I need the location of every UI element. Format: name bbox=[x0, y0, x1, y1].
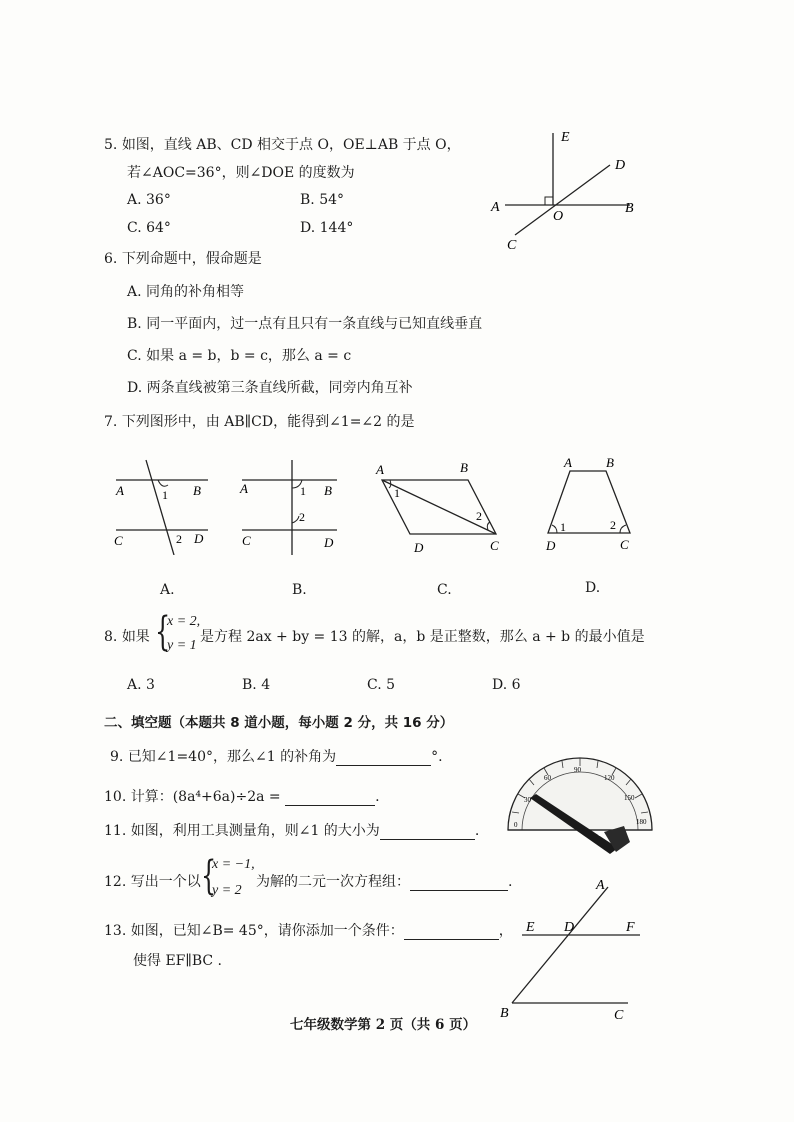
q7c-label-2: 2 bbox=[476, 509, 482, 523]
q7c-label-a: A bbox=[376, 462, 384, 477]
q7d-label-2: 2 bbox=[610, 518, 616, 532]
q7-figure-d bbox=[540, 455, 640, 555]
q10-answer-blank[interactable] bbox=[285, 791, 375, 806]
protractor-mark-150: 150 bbox=[624, 794, 635, 802]
q5-label-e: E bbox=[561, 130, 570, 145]
q11: 11. 如图，利用工具测量角，则∠1 的大小为 . bbox=[104, 823, 480, 839]
q10: 10. 计算：(8a⁴+6a)÷2a = . bbox=[104, 789, 380, 805]
q7-option-c: C. bbox=[437, 582, 452, 598]
q7c-label-b: B bbox=[460, 460, 468, 475]
q8-option-b: B. 4 bbox=[242, 677, 271, 693]
q7b-label-b: B bbox=[324, 483, 332, 498]
q7b-label-a: A bbox=[240, 481, 248, 496]
q7-figure-c bbox=[370, 458, 510, 558]
q11-answer-blank[interactable] bbox=[380, 825, 475, 840]
q7d-label-a: A bbox=[564, 455, 572, 470]
protractor-angle-label: 1 bbox=[598, 830, 602, 838]
q7a-label-1: 1 bbox=[162, 488, 168, 502]
q9: 9. 已知∠1=40°，那么∠1 的补角为 °. bbox=[110, 749, 443, 765]
q5-option-d: D. 144° bbox=[300, 220, 354, 236]
q8-option-c: C. 5 bbox=[367, 677, 396, 693]
q8-sys2: y = 1 bbox=[167, 638, 197, 653]
q5-label-c: C bbox=[507, 238, 517, 253]
q7-stem: 7. 下列图形中，由 AB∥CD，能得到∠1=∠2 的是 bbox=[104, 414, 415, 430]
q11-protractor-figure bbox=[500, 740, 660, 860]
q8-option-a: A. 3 bbox=[127, 677, 155, 693]
q7c-label-c: C bbox=[490, 538, 499, 553]
q5-label-a: A bbox=[491, 200, 500, 215]
protractor-mark-30: 30 bbox=[524, 796, 531, 804]
q5-label-b: B bbox=[625, 201, 634, 216]
q12-prefix: 12. 写出一个以 bbox=[104, 874, 201, 890]
q7a-label-c: C bbox=[114, 533, 123, 548]
q5-option-b: B. 54° bbox=[300, 192, 345, 208]
q12-brace: { bbox=[201, 853, 217, 899]
q7a-label-d: D bbox=[194, 531, 204, 546]
q13-line2: 使得 EF∥BC . bbox=[133, 953, 223, 969]
q13-label-b: B bbox=[500, 1006, 509, 1021]
q6-option-c: C. 如果 a = b，b = c，那么 a = c bbox=[127, 348, 352, 364]
q7b-label-c: C bbox=[242, 533, 251, 548]
q7a-label-a: A bbox=[116, 483, 124, 498]
q9-answer-blank[interactable] bbox=[336, 751, 431, 766]
q7b-label-d: D bbox=[324, 535, 334, 550]
q7-figure-b bbox=[232, 455, 347, 555]
protractor-mark-120: 120 bbox=[604, 774, 615, 782]
q6-option-a: A. 同角的补角相等 bbox=[127, 284, 245, 300]
q5-option-c: C. 64° bbox=[127, 220, 171, 236]
q8-stem: 是方程 2ax + by = 13 的解，a，b 是正整数，那么 a + b 的最小值是 bbox=[200, 629, 645, 645]
q13-label-f: F bbox=[626, 920, 635, 935]
q13-label-a: A bbox=[596, 878, 605, 893]
q5-line1: 5. 如图，直线 AB、CD 相交于点 O，OE⊥AB 于点 O， bbox=[104, 137, 461, 153]
protractor-mark-180: 180 bbox=[636, 818, 647, 826]
q12-sys2: y = 2 bbox=[212, 883, 242, 898]
q8-prefix: 8. 如果 bbox=[104, 629, 150, 645]
q13-label-d: D bbox=[564, 920, 575, 935]
q7c-label-1: 1 bbox=[394, 486, 400, 500]
q8-option-d: D. 6 bbox=[492, 677, 521, 693]
q7d-label-d: D bbox=[546, 538, 556, 553]
q7b-label-1: 1 bbox=[300, 484, 306, 498]
q7d-label-b: B bbox=[606, 455, 614, 470]
q5-line2: 若∠AOC=36°，则∠DOE 的度数为 bbox=[127, 165, 355, 181]
q5-label-d: D bbox=[615, 158, 626, 173]
q6-stem: 6. 下列命题中，假命题是 bbox=[104, 251, 262, 267]
q12-text: 为解的二元一次方程组： . bbox=[256, 874, 513, 890]
q13-label-e: E bbox=[526, 920, 535, 935]
q13-label-c: C bbox=[614, 1008, 624, 1023]
q13-figure bbox=[490, 875, 650, 1025]
q8-sys1: x = 2, bbox=[167, 614, 201, 629]
section2-title: 二、填空题（本题共 8 道小题，每小题 2 分，共 16 分） bbox=[104, 715, 454, 731]
q13-line1: 13. 如图，已知∠B= 45°，请你添加一个条件： ， bbox=[104, 923, 513, 939]
q7b-label-2: 2 bbox=[299, 510, 305, 524]
q7a-label-b: B bbox=[193, 483, 201, 498]
q5-option-a: A. 36° bbox=[127, 192, 171, 208]
q7-option-a: A. bbox=[160, 582, 175, 598]
q6-option-b: B. 同一平面内，过一点有且只有一条直线与已知直线垂直 bbox=[127, 316, 483, 332]
page-footer: 七年级数学第 2 页（共 6 页） bbox=[290, 1017, 477, 1033]
q6-option-d: D. 两条直线被第三条直线所截，同旁内角互补 bbox=[127, 380, 413, 396]
q12-sys1: x = −1, bbox=[212, 857, 255, 872]
q7-option-d: D. bbox=[585, 580, 601, 596]
protractor-mark-60: 60 bbox=[544, 774, 551, 782]
q7d-label-1: 1 bbox=[560, 520, 566, 534]
q5-figure bbox=[485, 125, 645, 255]
q7d-label-c: C bbox=[620, 537, 629, 552]
q7a-label-2: 2 bbox=[176, 532, 182, 546]
q8-brace: { bbox=[155, 609, 171, 655]
protractor-mark-0: 0 bbox=[514, 821, 518, 829]
q7-figure-a bbox=[108, 455, 223, 555]
q7-option-b: B. bbox=[292, 582, 307, 598]
q13-answer-blank[interactable] bbox=[404, 925, 499, 940]
protractor-mark-90: 90 bbox=[574, 766, 581, 774]
q7c-label-d: D bbox=[414, 540, 424, 555]
q5-label-o: O bbox=[553, 209, 564, 224]
